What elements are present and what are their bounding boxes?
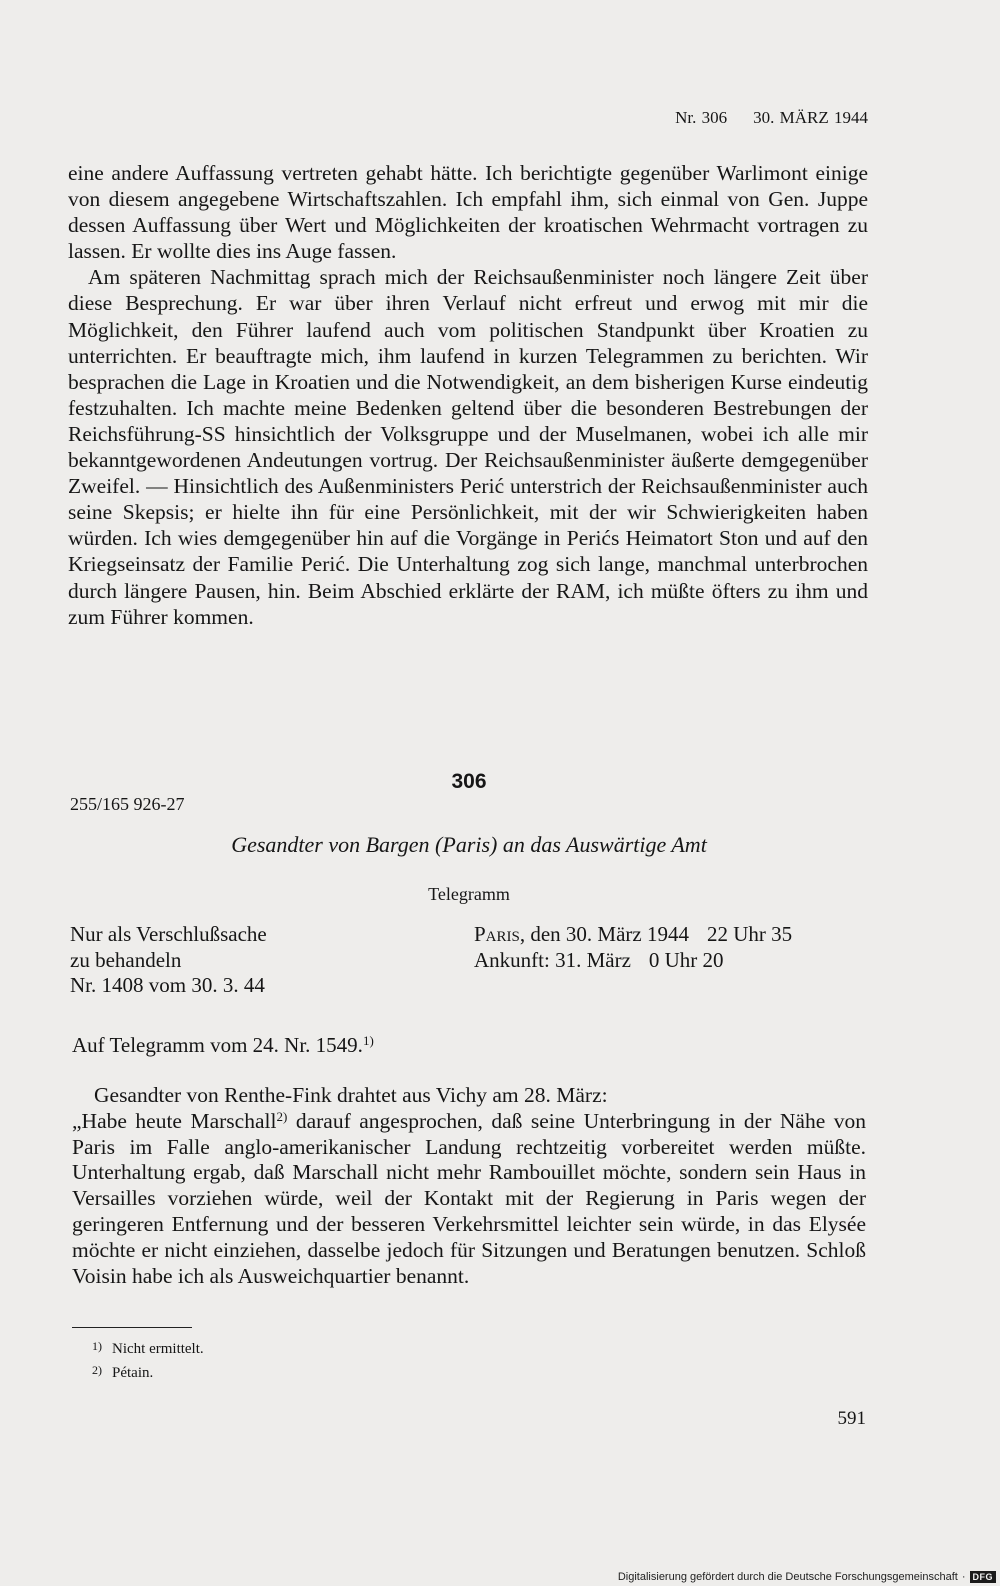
header-doc-ref: Nr. 306 [675,108,728,127]
sent-line [474,922,792,948]
continuation-text [68,160,868,630]
sent-date: , den 30. März 1944 [519,922,689,946]
telegram-intro: Gesandter von Renthe-Fink drahtet aus Vichy am 28. März: [94,1083,608,1107]
footnote-2-mark: 2) [92,1363,102,1377]
classification-line-2: zu behandeln [70,947,182,972]
classification-line-1: Nur als Verschlußsache [70,922,267,946]
page-number: 591 [837,1408,866,1429]
dfg-logo: DFG [970,1571,997,1583]
telegram-reference [72,1033,374,1058]
header-date: 30. MÄRZ 1944 [753,108,868,127]
paragraph-2: Am späteren Nachmittag sprach mich der Reichsaußenminister noch längere Zeit über diese Besprechung. Er war über ihren Verlauf nicht erfreut und erwog mit mir die Möglichkeit, den Führer laufend auch vom politischen Standpunkt über Kroatien zu unterrichten. Er beauftragte mich, ihm laufend in kurzen Telegrammen zu berichten. Wir besprachen die Lage in Kroatien und die Notwendigkeit, an dem bisherigen Kurse eindeutig festzuhalten. Ich machte meine Bedenken geltend über die besonderen Bestrebungen der Reichsführung-SS hinsichtlich der Volksgruppe und der Muselmanen, wobei ich alle mir bekanntgewordenen Andeutungen vortrug. Der Reichsaußenminister äußerte demgegenüber Zweifel. — Hinsichtlich des Außenministers Perić unterstrich der Reichsaußenminister auch seine Skepsis; er hielte ihn für eine Persönlichkeit, mit der wir Schwierigkeiten haben würden. Ich wies demgegenüber hin auf die Vorgänge in Perićs Heimatort Ston und auf den Kriegseinsatz der Familie Perić. Die Unterhaltung zog sich lange, manchmal unterbrochen durch längere Pausen, hin. Beim Abschied erklärte der RAM, ich müßte öfters zu ihm und zum Führer kommen. [68,265,868,629]
running-header [675,108,868,128]
paragraph-1: eine andere Auffassung vertreten gehabt hätte. Ich berichtigte gegenüber Warlimont einige von diesem angegebene Wirtschaftszahlen. Ich empfahl ihm, sich einmal von Gen. Juppe dessen Auffassung über Wert und Möglichkeiten der kroatischen Wehrmacht vortragen zu lassen. Er wollte dies ins Auge fassen. [68,161,868,264]
footnote-divider [72,1327,192,1328]
digitization-note: Digitalisierung gefördert durch die Deutsche Forschungsgemeinschaft [617,1571,958,1583]
footnote-1-mark: 1) [92,1339,102,1353]
footnote-ref-1: 1) [362,1033,374,1048]
footnote-1 [92,1336,204,1360]
telegram-body [72,1083,866,1289]
document-number: 306 [451,770,487,793]
classification-block [70,922,267,999]
digitization-credit: Digitalisierung gefördert durch die Deutsche Forschungsgemeinschaft · DFG [618,1571,996,1583]
arrival-line [474,948,792,974]
telegram-quote [72,1109,866,1290]
reference-text: Auf Telegramm vom 24. Nr. 1549. [72,1033,363,1057]
arrival-time: 0 Uhr 20 [648,947,724,972]
footnotes [92,1336,204,1384]
file-reference: 255/165 926-27 [70,794,185,814]
footnote-1-text: Nicht ermittelt. [112,1341,204,1357]
footnote-2 [92,1360,204,1384]
sent-place: Paris [474,922,520,946]
dispatch-block [474,922,792,973]
footnote-2-text: Pétain. [112,1365,154,1381]
classification-line-3: Nr. 1408 vom 30. 3. 44 [70,973,265,997]
footnote-ref-2: 2) [276,1108,288,1124]
document-type: Telegramm [428,884,510,904]
arrival-date: Ankunft: 31. März [474,947,631,972]
telegram-quote-start: „Habe heute Marschall [72,1108,277,1133]
document-title: Gesandter von Bargen (Paris) an das Auswärtige Amt [231,832,707,857]
telegram-quote-rest: darauf angesprochen, daß seine Unterbringung in der Nähe von Paris im Falle anglo-amerikanischer Landung rechtzeitig vorbereitet werden müßte. Unterhaltung ergab, daß Marschall nicht mehr Rambouillet möchte, sondern sein Haus in Versailles vorziehen würde, weil der Kontakt mit der Regierung in Paris wegen der geringeren Entfernung und der besseren Verkehrsmittel leichter sein würde, in das Elysée möchte er nicht einziehen, dasselbe jedoch für Sitzungen und Beratungen benutzen. Schloß Voisin habe ich als Ausweichquartier benannt. [72,1108,866,1288]
sent-time: 22 Uhr 35 [707,922,793,946]
